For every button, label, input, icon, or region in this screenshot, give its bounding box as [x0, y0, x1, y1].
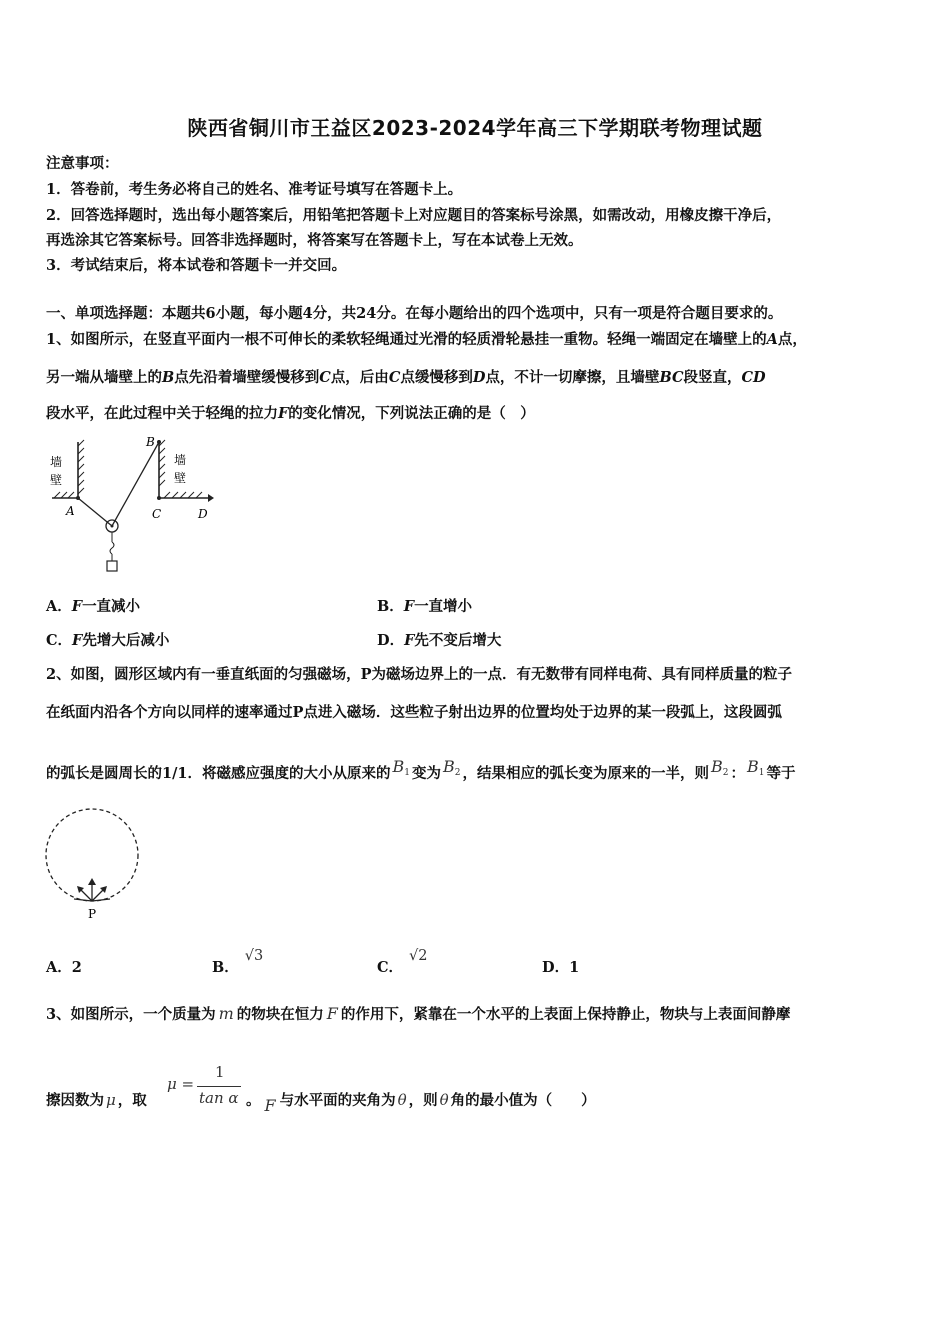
q3-equation: μ = 1 tan α — [167, 1063, 247, 1113]
q2-line-3: 的弧长是圆周长的1/1．将磁感应强度的大小从原来的 $B_1$ 变为 $B_2$ ，结果相应的弧长变为原来的一半，则 $B_2$ ： $B_1$ 等于 — [46, 757, 796, 782]
page-title: 陕西省铜川市王益区2023-2024学年高三下学期联考物理试题 — [187, 116, 763, 140]
q1-option-d[interactable]: D．F先不变后增大 — [377, 632, 502, 649]
wall-label-right-1: 墙 — [174, 453, 187, 467]
point-label-a: A — [66, 504, 75, 518]
q1-line-3: 段水平，在此过程中关于轻绳的拉力F的变化情况，下列说法正确的是（ ） — [46, 405, 535, 422]
point-label-p: P — [88, 907, 97, 921]
q3-line-2-rest: 。 F 与水平面的夹角为 θ ，则 θ 角的最小值为（ ） — [246, 1091, 596, 1115]
q2-option-d[interactable]: D．1 — [542, 959, 580, 976]
point-label-c: C — [152, 507, 162, 521]
notice-item: 2．回答选择题时，选出每小题答案后，用铅笔把答题卡上对应题目的答案标号涂黑，如需改动，用橡皮擦干净后， — [46, 207, 782, 224]
q1-option-a[interactable]: A．F一直减小 — [46, 598, 141, 615]
point-label-b: B — [146, 435, 155, 449]
q2-option-a[interactable]: A．2 — [46, 959, 82, 976]
q2-option-b[interactable]: B．√3 — [212, 948, 264, 976]
q1-line-2: 另一端从墙壁上的B点先沿着墙壁缓慢移到C点，后由C点缓慢移到D点，不计一切摩擦，且墙壁BC段竖直，CD — [46, 369, 766, 386]
q3-line-2: 擦因数为 μ ，取 — [46, 1091, 147, 1109]
q2-line-1: 2、如图，圆形区域内有一垂直纸面的匀强磁场，P为磁场边界上的一点．有无数带有同样电荷、具有同样质量的粒子 — [46, 666, 792, 683]
q2-line-2: 在纸面内沿各个方向以同样的速率通过P点进入磁场．这些粒子射出边界的位置均处于边界的某一段弧上，这段圆弧 — [46, 704, 782, 721]
notice-item: 再选涂其它答案标号。回答非选择题时，将答案写在答题卡上，写在本试卷上无效。 — [46, 232, 583, 249]
q1-option-c[interactable]: C．F先增大后减小 — [46, 632, 170, 649]
q2-option-c[interactable]: C．√2 — [377, 948, 428, 976]
notice-heading: 注意事项： — [46, 155, 119, 172]
section-heading: 一、单项选择题：本题共6小题，每小题4分，共24分。在每小题给出的四个选项中，只有一项是符合题目要求的。 — [46, 305, 783, 322]
q1-figure — [44, 434, 219, 574]
notice-item: 1．答卷前，考生务必将自己的姓名、准考证号填写在答题卡上。 — [46, 181, 463, 198]
wall-label-left-2: 壁 — [50, 473, 63, 487]
q1-option-b[interactable]: B．F一直增小 — [377, 598, 473, 615]
wall-label-right-2: 壁 — [174, 471, 187, 485]
wall-label-left-1: 墙 — [50, 455, 63, 469]
q3-line-1: 3、如图所示，一个质量为 m 的物块在恒力 F 的作用下，紧靠在一个水平的上表面上保持静止，物块与上表面间静摩 — [46, 1004, 791, 1023]
q1-line-1: 1、如图所示，在竖直平面内一根不可伸长的柔软轻绳通过光滑的轻质滑轮悬挂一重物。轻绳一端固定在墙壁上的A点， — [46, 331, 807, 348]
notice-item: 3．考试结束后，将本试卷和答题卡一并交回。 — [46, 257, 347, 274]
q2-figure — [38, 802, 148, 924]
point-label-d: D — [198, 507, 208, 521]
